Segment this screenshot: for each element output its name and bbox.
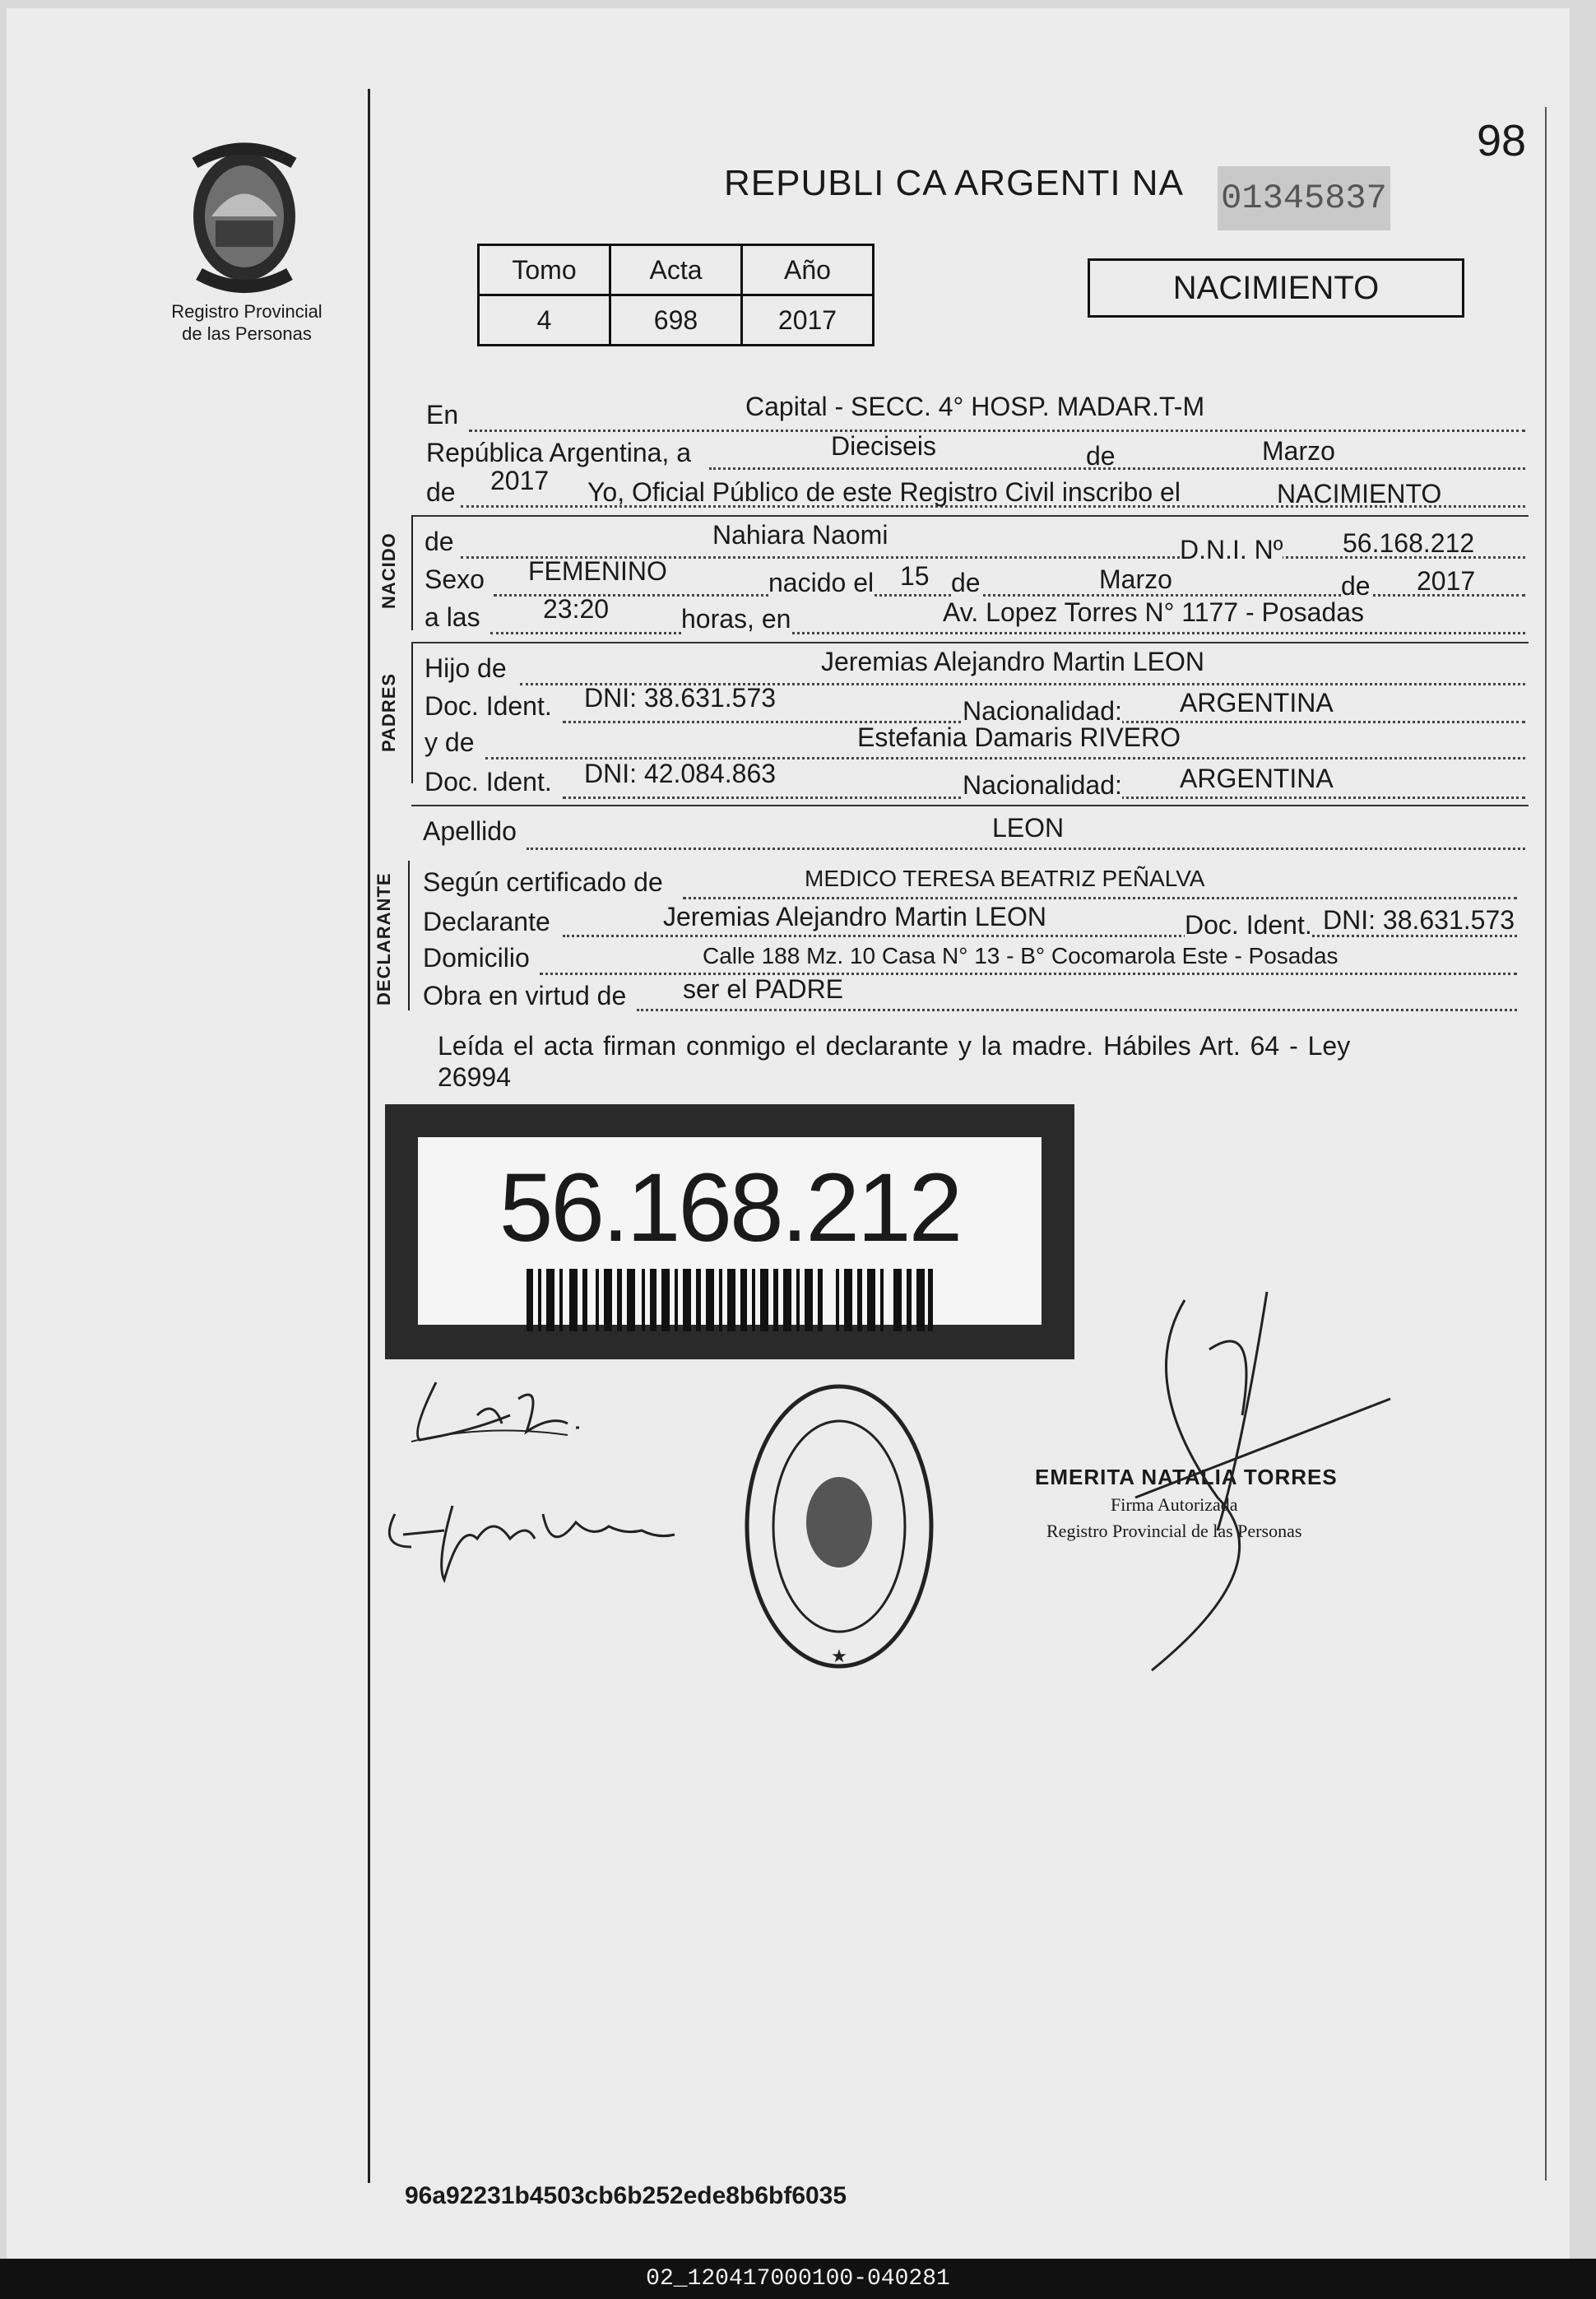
- obra-value: ser el PADRE: [683, 974, 844, 1004]
- registry-table: [477, 244, 875, 346]
- section-bracket: [411, 643, 413, 783]
- dni-label: D.N.I. Nº: [1180, 535, 1283, 564]
- official-signature: [1119, 1284, 1399, 1679]
- section-divider: [411, 515, 1529, 517]
- acta-label: Acta: [610, 245, 742, 295]
- reading-statement-line-2: 26994: [438, 1062, 511, 1092]
- section-bracket: [411, 515, 413, 630]
- address-value: Calle 188 Mz. 10 Casa N° 13 - B° Cocomarola Este - Posadas: [703, 943, 1339, 968]
- de-label: de: [1341, 571, 1371, 601]
- logo-caption-line-1: Registro Provincial: [171, 301, 322, 322]
- left-margin-line: [368, 89, 370, 2183]
- anio-label: Año: [742, 245, 874, 295]
- country-title: REPUBLI CA ARGENTI NA: [724, 163, 1184, 203]
- section-divider: [411, 805, 1529, 806]
- doc-ident-label: Doc. Ident.: [425, 767, 552, 797]
- page-number: 98: [1477, 116, 1527, 165]
- reading-statement-line-1: Leída el acta firman conmigo el declarante y la madre. Hábiles Art. 64 - Ley: [438, 1031, 1351, 1061]
- surname-value: LEON: [992, 813, 1065, 843]
- mother-nationality: ARGENTINA: [1180, 764, 1334, 793]
- tomo-value: 4: [479, 295, 610, 346]
- section-bracket: [408, 861, 410, 1010]
- sexo-label: Sexo: [425, 564, 485, 594]
- official-name: EMERITA NATALIA TORRES: [1035, 1465, 1338, 1489]
- footer-id: 02_120417000100-040281: [0, 2259, 1596, 2299]
- padres-section-label: PADRES: [378, 672, 399, 752]
- father-nationality: ARGENTINA: [1180, 688, 1334, 718]
- svg-text:★: ★: [831, 1646, 847, 1666]
- day-value: Dieciseis: [831, 431, 937, 461]
- de-label: de: [951, 568, 981, 597]
- de-label: de: [426, 477, 456, 507]
- father-name: Jeremias Alejandro Martin LEON: [821, 647, 1204, 676]
- sticker-dni-number: 56.168.212: [499, 1154, 961, 1262]
- acta-value: 698: [610, 295, 742, 346]
- hijo-de-label: Hijo de: [425, 653, 507, 683]
- logo-caption: [148, 300, 346, 345]
- birth-day: 15: [900, 561, 930, 591]
- de-label: de: [1086, 441, 1116, 471]
- document-hash: 96a92231b4503cb6b252ede8b6bf6035: [405, 2182, 847, 2209]
- a-las-label: a las: [425, 602, 480, 632]
- de-label: de: [425, 527, 454, 556]
- certificado-label: Según certificado de: [423, 867, 663, 897]
- mother-signature: [378, 1489, 691, 1588]
- dni-sticker-inner: [418, 1137, 1042, 1325]
- province-coat-of-arms-logo: [174, 138, 314, 295]
- record-type-box: NACIMIENTO: [1088, 258, 1464, 318]
- father-signature: [403, 1366, 601, 1456]
- nacido-el-label: nacido el: [768, 568, 875, 597]
- birth-month: Marzo: [1099, 564, 1172, 594]
- official-title: Firma Autorizada: [1111, 1494, 1238, 1515]
- mother-doc: DNI: 42.084.863: [584, 759, 777, 788]
- serial-number: 01345837: [1218, 166, 1390, 230]
- dotted-line: [494, 594, 1525, 597]
- oficial-text: Yo, Oficial Público de este Registro Civil inscribo el: [587, 477, 1181, 507]
- declarante-label: Declarante: [423, 907, 550, 936]
- nacido-section-label: NACIDO: [378, 532, 399, 609]
- nacionalidad-label: Nacionalidad:: [963, 696, 1122, 726]
- certificate-value: MEDICO TERESA BEATRIZ PEÑALVA: [805, 866, 1205, 891]
- year-value: 2017: [490, 466, 550, 495]
- dotted-line: [527, 848, 1525, 850]
- birth-time: 23:20: [543, 594, 610, 624]
- sex-value: FEMENINO: [528, 556, 667, 586]
- official-office: Registro Provincial de las Personas: [1046, 1521, 1302, 1541]
- tomo-label: Tomo: [479, 245, 610, 295]
- child-name: Nahiara Naomi: [712, 520, 888, 550]
- declarant-doc: DNI: 38.631.573: [1323, 905, 1515, 935]
- mother-name: Estefania Damaris RIVERO: [857, 722, 1181, 752]
- right-margin-line: [1545, 107, 1547, 2181]
- dotted-line: [490, 632, 1525, 634]
- birth-place: Av. Lopez Torres N° 1177 - Posadas: [943, 597, 1365, 627]
- en-label: En: [426, 400, 459, 430]
- section-divider: [411, 642, 1529, 643]
- father-doc: DNI: 38.631.573: [584, 683, 777, 713]
- official-seal: [740, 1374, 938, 1679]
- doc-ident-label: Doc. Ident.: [1185, 910, 1312, 940]
- declarant-name: Jeremias Alejandro Martin LEON: [663, 902, 1046, 931]
- dotted-line: [683, 897, 1517, 899]
- declarante-section-label: DECLARANTE: [373, 872, 394, 1006]
- anio-value: 2017: [742, 295, 874, 346]
- dni-sticker: [385, 1104, 1074, 1359]
- birth-year: 2017: [1417, 566, 1476, 596]
- reading-statement: [438, 1030, 1532, 1093]
- barcode: [527, 1269, 933, 1331]
- month-value: Marzo: [1262, 436, 1335, 466]
- child-dni: 56.168.212: [1343, 528, 1475, 558]
- doc-ident-label: Doc. Ident.: [425, 691, 552, 721]
- y-de-label: y de: [425, 727, 475, 757]
- nacionalidad-label: Nacionalidad:: [963, 770, 1122, 800]
- logo-caption-line-2: de las Personas: [182, 323, 312, 344]
- dotted-line: [469, 430, 1525, 432]
- dotted-line: [709, 467, 1525, 470]
- inscribe-value: NACIMIENTO: [1277, 479, 1442, 509]
- horas-en-label: horas, en: [681, 604, 791, 634]
- dotted-line: [637, 1009, 1517, 1011]
- place-value: Capital - SECC. 4° HOSP. MADAR.T-M: [745, 392, 1205, 421]
- apellido-label: Apellido: [423, 816, 517, 846]
- domicilio-label: Domicilio: [423, 943, 530, 973]
- obra-label: Obra en virtud de: [423, 981, 627, 1010]
- republica-label: República Argentina, a: [426, 438, 691, 467]
